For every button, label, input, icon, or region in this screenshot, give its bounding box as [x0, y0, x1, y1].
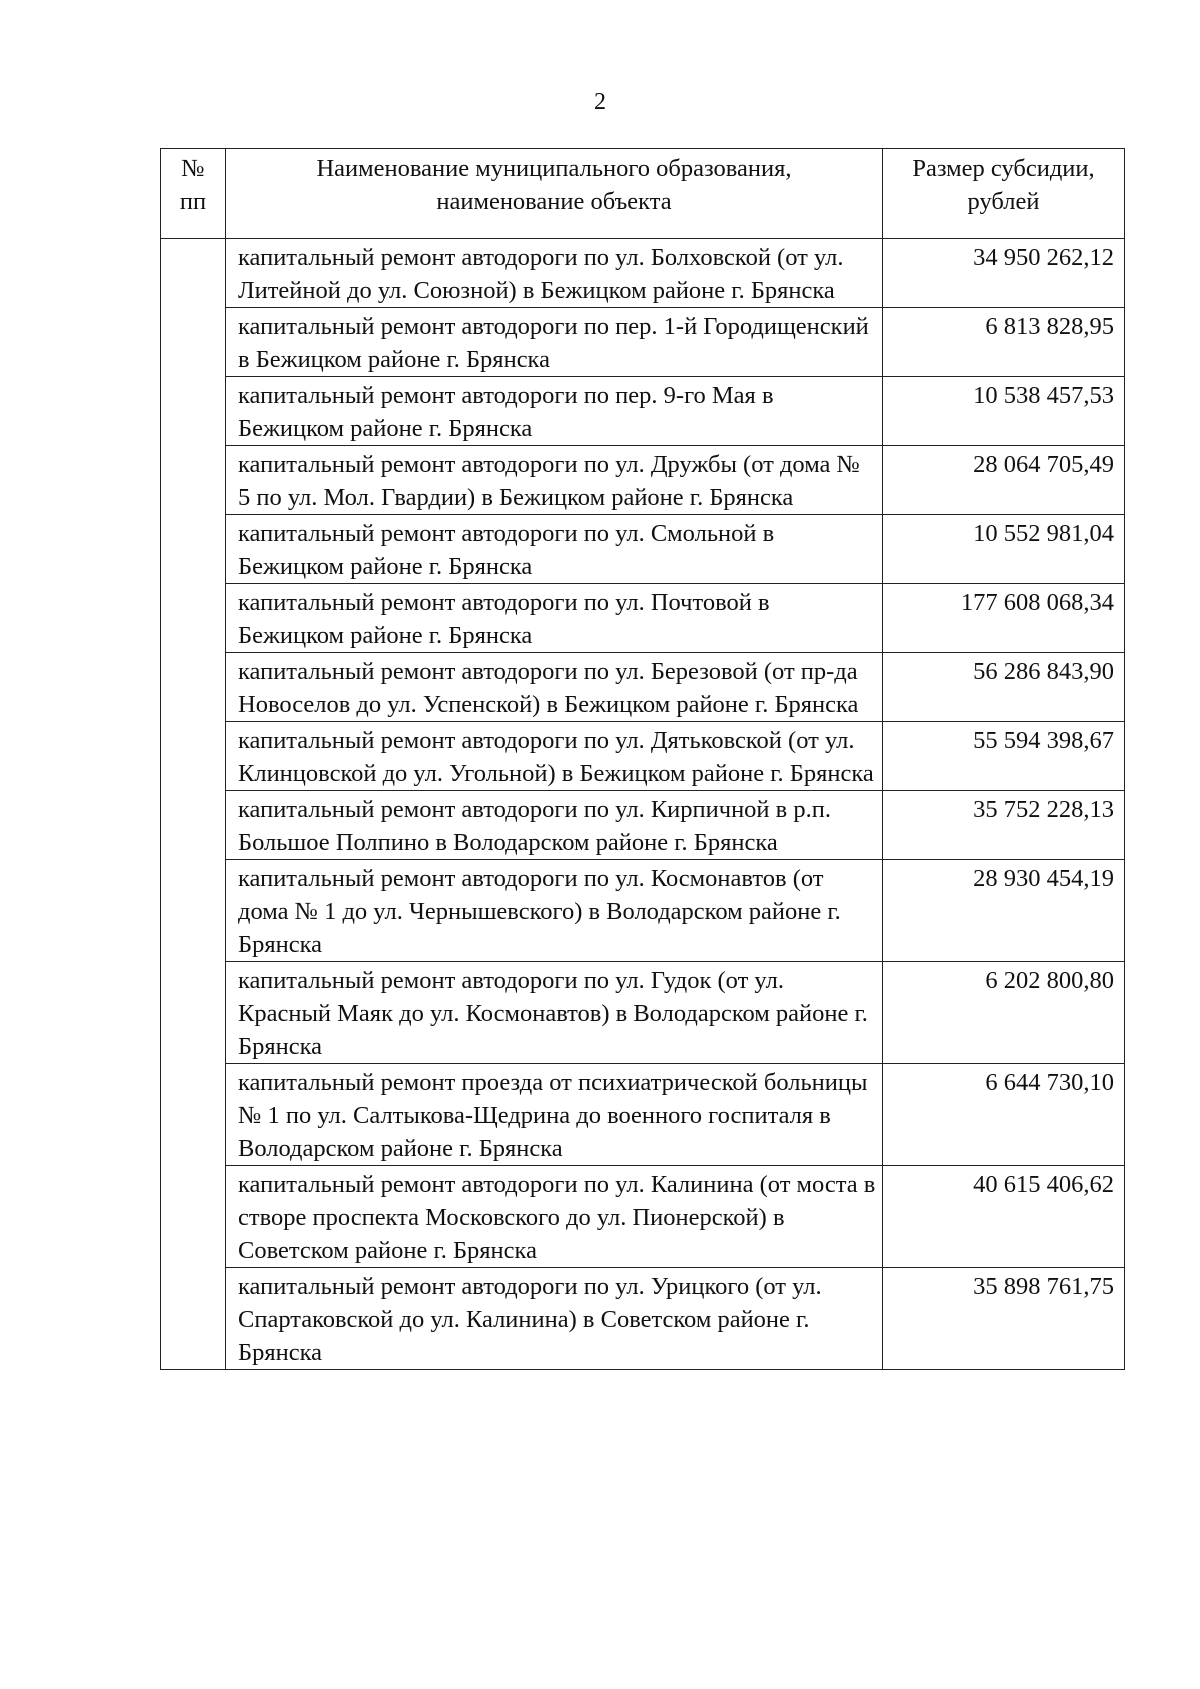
- column-header-name-line2: наименование объекта: [436, 188, 672, 215]
- subsidy-amount-cell: 35 898 761,75: [883, 1268, 1125, 1370]
- column-header-subsidy-line1: Размер субсидии,: [912, 155, 1095, 182]
- row-number-cell: [161, 653, 226, 722]
- subsidy-amount-cell: 10 538 457,53: [883, 377, 1125, 446]
- table-row: [161, 446, 1125, 515]
- row-number-cell: [161, 377, 226, 446]
- column-header-number-line1: №: [181, 155, 205, 182]
- table-row: [161, 239, 1125, 308]
- subsidy-table: [160, 148, 1125, 1370]
- object-name-cell: капитальный ремонт автодороги по ул. Дятьковской (от ул. Клинцовской до ул. Угольной) в Бежицком районе г. Брянска: [226, 722, 883, 791]
- table-header-row: [161, 149, 1125, 239]
- subsidy-amount-cell: 177 608 068,34: [883, 584, 1125, 653]
- row-number-cell: [161, 584, 226, 653]
- subsidy-amount-cell: 40 615 406,62: [883, 1166, 1125, 1268]
- row-number-cell: [161, 239, 226, 308]
- table-row: [161, 653, 1125, 722]
- object-name-cell: капитальный ремонт автодороги по ул. Урицкого (от ул. Спартаковской до ул. Калинина) в Советском районе г. Брянска: [226, 1268, 883, 1370]
- table-row: [161, 515, 1125, 584]
- column-header-number-line2: пп: [179, 188, 207, 215]
- object-name-cell: капитальный ремонт автодороги по ул. Калинина (от моста в створе проспекта Московского до ул. Пионерской) в Советском районе г. Брянска: [226, 1166, 883, 1268]
- table-row: [161, 722, 1125, 791]
- table-body: [161, 239, 1125, 1370]
- subsidy-amount-cell: 6 202 800,80: [883, 962, 1125, 1064]
- row-number-cell: [161, 515, 226, 584]
- row-number-cell: [161, 1166, 226, 1268]
- object-name-cell: капитальный ремонт автодороги по ул. Дружбы (от дома № 5 по ул. Мол. Гвардии) в Бежицком районе г. Брянска: [226, 446, 883, 515]
- subsidy-amount-cell: 28 930 454,19: [883, 860, 1125, 962]
- object-name-cell: капитальный ремонт автодороги по пер. 1-й Городищенский в Бежицком районе г. Брянска: [226, 308, 883, 377]
- subsidy-amount-cell: 55 594 398,67: [883, 722, 1125, 791]
- column-header-number: [161, 149, 226, 239]
- row-number-cell: [161, 722, 226, 791]
- column-header-subsidy-line2: рублей: [967, 188, 1040, 215]
- table-row: [161, 308, 1125, 377]
- object-name-cell: капитальный ремонт проезда от психиатрической больницы № 1 по ул. Салтыкова-Щедрина до военного госпиталя в Володарском районе г. Брянска: [226, 1064, 883, 1166]
- subsidy-amount-cell: 28 064 705,49: [883, 446, 1125, 515]
- table-row: [161, 1166, 1125, 1268]
- object-name-cell: капитальный ремонт автодороги по пер. 9-го Мая в Бежицком районе г. Брянска: [226, 377, 883, 446]
- row-number-cell: [161, 791, 226, 860]
- table-row: [161, 791, 1125, 860]
- table-row: [161, 584, 1125, 653]
- subsidy-amount-cell: 6 813 828,95: [883, 308, 1125, 377]
- object-name-cell: капитальный ремонт автодороги по ул. Болховской (от ул. Литейной до ул. Союзной) в Бежицком районе г. Брянска: [226, 239, 883, 308]
- subsidy-amount-cell: 56 286 843,90: [883, 653, 1125, 722]
- subsidy-amount-cell: 10 552 981,04: [883, 515, 1125, 584]
- object-name-cell: капитальный ремонт автодороги по ул. Космонавтов (от дома № 1 до ул. Чернышевского) в Володарском районе г. Брянска: [226, 860, 883, 962]
- object-name-cell: капитальный ремонт автодороги по ул. Почтовой в Бежицком районе г. Брянска: [226, 584, 883, 653]
- table-row: [161, 377, 1125, 446]
- table-row: [161, 962, 1125, 1064]
- object-name-cell: капитальный ремонт автодороги по ул. Кирпичной в р.п. Большое Полпино в Володарском районе г. Брянска: [226, 791, 883, 860]
- page-number: 2: [594, 89, 606, 115]
- table-row: [161, 1268, 1125, 1370]
- object-name-cell: капитальный ремонт автодороги по ул. Гудок (от ул. Красный Маяк до ул. Космонавтов) в Володарском районе г. Брянска: [226, 962, 883, 1064]
- column-header-name-line1: Наименование муниципального образования,: [316, 155, 792, 182]
- table-row: [161, 860, 1125, 962]
- object-name-cell: капитальный ремонт автодороги по ул. Смольной в Бежицком районе г. Брянска: [226, 515, 883, 584]
- row-number-cell: [161, 860, 226, 962]
- object-name-cell: капитальный ремонт автодороги по ул. Березовой (от пр-да Новоселов до ул. Успенской) в Бежицком районе г. Брянска: [226, 653, 883, 722]
- row-number-cell: [161, 1064, 226, 1166]
- row-number-cell: [161, 308, 226, 377]
- table-row: [161, 1064, 1125, 1166]
- subsidy-amount-cell: 6 644 730,10: [883, 1064, 1125, 1166]
- column-header-name: [226, 149, 883, 239]
- row-number-cell: [161, 962, 226, 1064]
- subsidy-amount-cell: 34 950 262,12: [883, 239, 1125, 308]
- subsidy-amount-cell: 35 752 228,13: [883, 791, 1125, 860]
- row-number-cell: [161, 446, 226, 515]
- row-number-cell: [161, 1268, 226, 1370]
- column-header-subsidy: [883, 149, 1125, 239]
